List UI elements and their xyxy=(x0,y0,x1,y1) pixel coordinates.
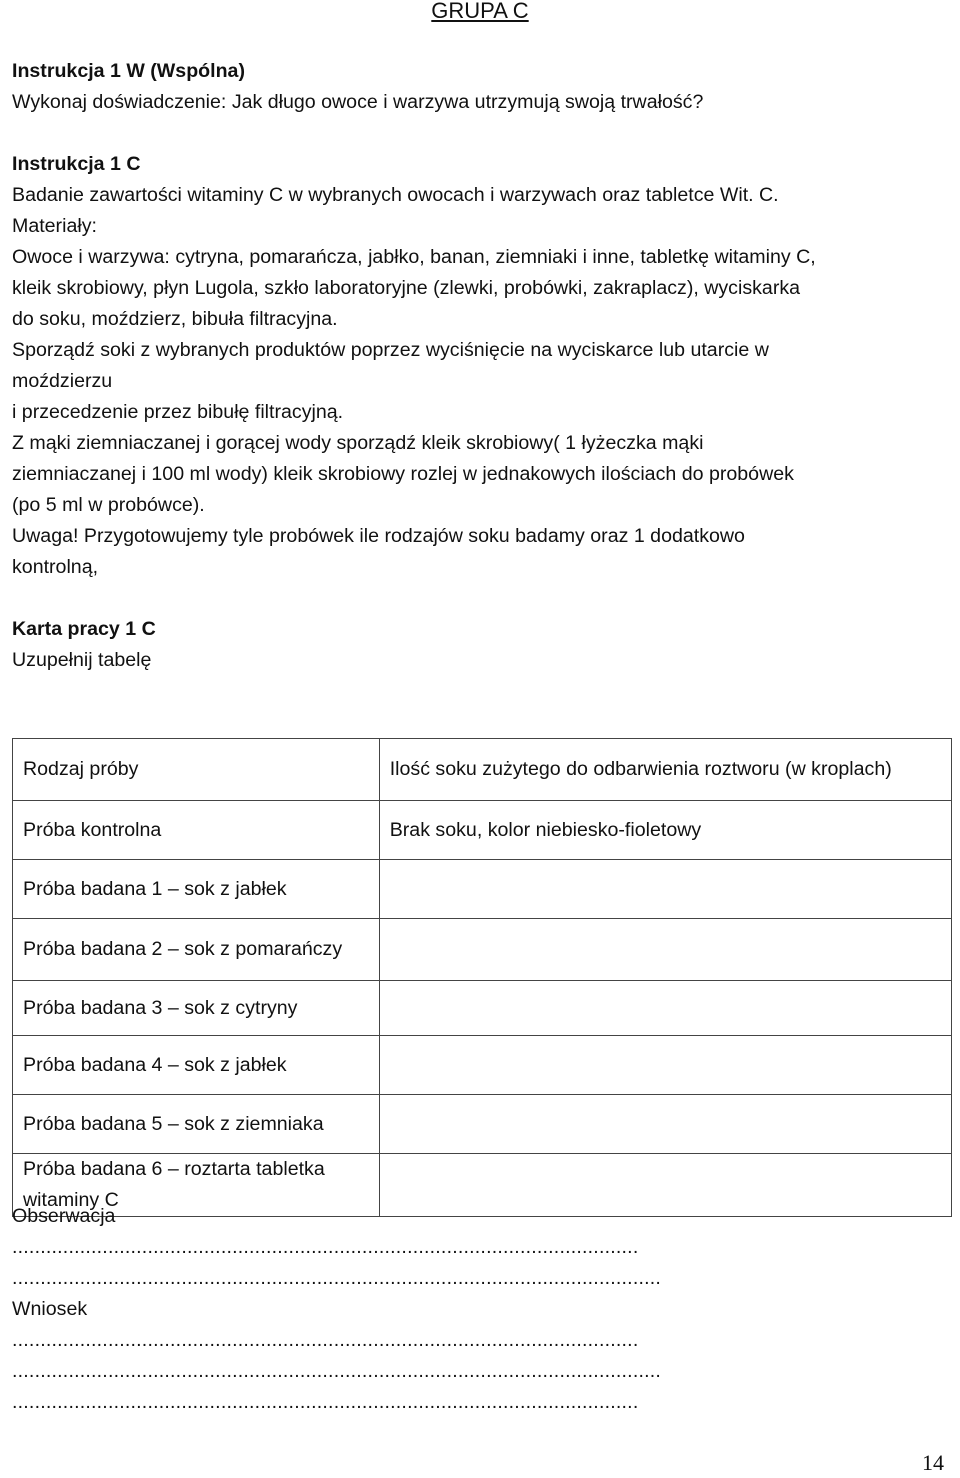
worksheet-subtitle: Uzupełnij tabelę xyxy=(12,649,152,671)
instruction-line: Badanie zawartości witaminy C w wybranych owocach i warzywach oraz tabletce Wit. C. xyxy=(12,184,779,206)
instruction-1w-text: Wykonaj doświadczenie: Jak długo owoce i warzywa utrzymują swoją trwałość? xyxy=(12,91,704,113)
instruction-line: Sporządź soki z wybranych produktów poprzez wyciśnięcie na wyciskarce lub utarcie w xyxy=(12,339,769,361)
instruction-1c-title: Instrukcja 1 C xyxy=(12,153,141,175)
table-cell: Próba badana 2 – sok z pomarańczy xyxy=(13,919,380,981)
observation-label: Obserwacja xyxy=(12,1205,116,1227)
table-cell: Próba badana 5 – sok z ziemniaka xyxy=(13,1095,380,1154)
instruction-line: i przecedzenie przez bibułę filtracyjną. xyxy=(12,401,344,423)
table-header-cell: Ilość soku zużytego do odbarwienia roztworu (w kroplach) xyxy=(379,739,951,801)
table-cell: Próba badana 6 – roztarta tabletka witaminy C xyxy=(13,1154,380,1217)
instruction-line: ziemniaczanej i 100 ml wody) kleik skrobiowy rozlej w jednakowych ilościach do probówek xyxy=(12,463,794,485)
instruction-line: Materiały: xyxy=(12,215,97,237)
instruction-line: Owoce i warzywa: cytryna, pomarańcza, jabłko, banan, ziemniaki i inne, tabletkę witaminy C, xyxy=(12,246,816,268)
instruction-1w-title: Instrukcja 1 W (Wspólna) xyxy=(12,60,245,82)
conclusion-answer-line[interactable]: ............................................................................................................... xyxy=(12,1391,639,1413)
conclusion-answer-line[interactable]: ............................................................................................................... xyxy=(12,1329,639,1351)
instruction-line: (po 5 ml w probówce). xyxy=(12,494,205,516)
table-cell[interactable] xyxy=(379,860,951,919)
instructions-section xyxy=(12,56,952,1211)
table-row xyxy=(13,1095,952,1154)
table-cell: Próba badana 1 – sok z jabłek xyxy=(13,860,380,919)
table-cell: Próba badana 3 – sok z cytryny xyxy=(13,981,380,1036)
conclusion-label: Wniosek xyxy=(12,1298,88,1320)
table-cell[interactable] xyxy=(379,1036,951,1095)
table-row xyxy=(13,801,952,860)
instruction-line: kleik skrobiowy, płyn Lugola, szkło laboratoryjne (zlewki, probówki, zakraplacz), wyciskarka xyxy=(12,277,801,299)
conclusion-answer-line[interactable]: ................................................................................................................... xyxy=(12,1360,662,1382)
table-row xyxy=(13,1036,952,1095)
instruction-line: moździerzu xyxy=(12,370,113,392)
table-header-cell: Rodzaj próby xyxy=(13,739,380,801)
table-row xyxy=(13,860,952,919)
table-cell[interactable] xyxy=(379,919,951,981)
instruction-line: do soku, moździerz, bibuła filtracyjna. xyxy=(12,308,338,330)
table-cell[interactable] xyxy=(379,981,951,1036)
table-row xyxy=(13,919,952,981)
table-cell: Próba badana 4 – sok z jabłek xyxy=(13,1036,380,1095)
observation-answer-line[interactable]: ................................................................................................................... xyxy=(12,1267,662,1289)
worksheet-title: Karta pracy 1 C xyxy=(12,618,156,640)
table-cell: Brak soku, kolor niebiesko-fioletowy xyxy=(379,801,951,860)
table-cell[interactable] xyxy=(379,1095,951,1154)
table-header-row xyxy=(13,739,952,801)
observation-conclusion-section xyxy=(12,1201,952,1418)
results-table xyxy=(12,738,952,1217)
group-heading: GRUPA C xyxy=(431,0,529,23)
page-number: 14 xyxy=(922,1450,944,1475)
instruction-line: Z mąki ziemniaczanej i gorącej wody sporządź kleik skrobiowy( 1 łyżeczka mąki xyxy=(12,432,704,454)
instruction-line: kontrolną, xyxy=(12,556,99,578)
table-cell: Próba kontrolna xyxy=(13,801,380,860)
table-row xyxy=(13,981,952,1036)
observation-answer-line[interactable]: ............................................................................................................... xyxy=(12,1236,639,1258)
instruction-line: Uwaga! Przygotowujemy tyle probówek ile rodzajów soku badamy oraz 1 dodatkowo xyxy=(12,525,745,547)
